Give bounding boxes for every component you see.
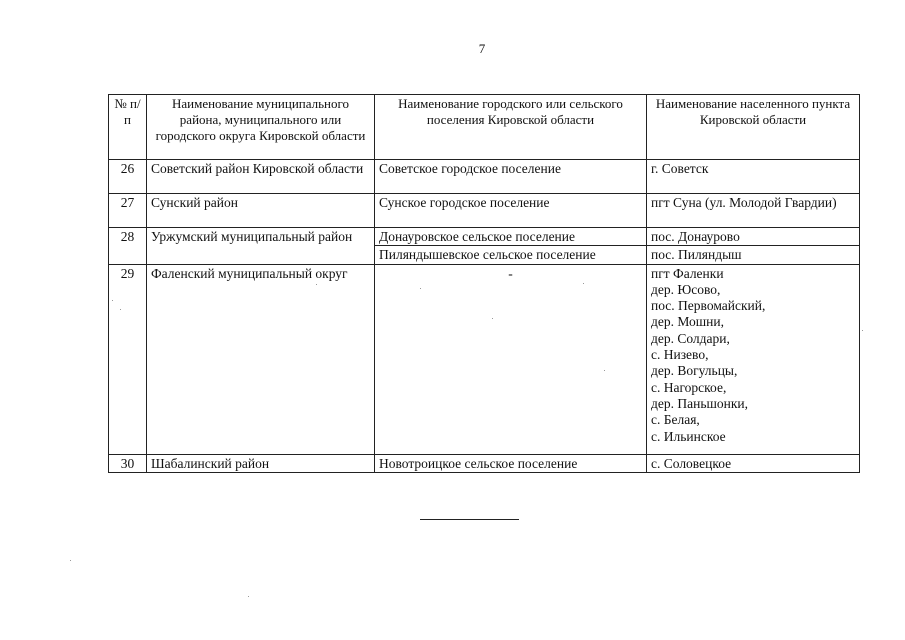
table-header-row bbox=[109, 95, 860, 160]
scan-speck bbox=[862, 330, 863, 331]
scan-speck bbox=[492, 318, 493, 319]
settlement-cell: Пиляндышевское сельское поселение bbox=[375, 246, 647, 264]
settlement-cell: - bbox=[375, 264, 647, 454]
header-locality: Наименование населенного пункта Кировской области bbox=[647, 95, 860, 160]
locality-cell bbox=[647, 264, 860, 454]
settlements-table bbox=[108, 94, 860, 473]
row-number: 26 bbox=[109, 160, 147, 194]
table-row bbox=[109, 228, 860, 246]
separator-line bbox=[420, 519, 519, 520]
locality-item: пос. Первомайский, bbox=[651, 298, 766, 314]
locality-item: дер. Мошни, bbox=[651, 314, 724, 330]
locality-cell: пос. Донаурово bbox=[647, 228, 860, 246]
locality-cell: пос. Пиляндыш bbox=[647, 246, 860, 264]
district-cell: Уржумский муниципальный район bbox=[147, 228, 375, 265]
table-row bbox=[109, 194, 860, 228]
district-cell: Советский район Кировской области bbox=[147, 160, 375, 194]
row-number: 27 bbox=[109, 194, 147, 228]
scan-speck bbox=[420, 288, 421, 289]
scan-speck bbox=[112, 300, 113, 301]
table-row bbox=[109, 454, 860, 472]
scan-speck bbox=[70, 560, 71, 561]
district-cell: Сунский район bbox=[147, 194, 375, 228]
scan-speck bbox=[316, 284, 317, 285]
locality-cell: г. Советск bbox=[647, 160, 860, 194]
row-number: 28 bbox=[109, 228, 147, 265]
settlement-cell: Сунское городское поселение bbox=[375, 194, 647, 228]
row-number: 30 bbox=[109, 454, 147, 472]
locality-item: дер. Паньшонки, bbox=[651, 395, 749, 411]
header-num: № п/п bbox=[109, 95, 147, 160]
locality-item: с. Ильинское bbox=[651, 428, 726, 444]
district-cell: Шабалинский район bbox=[147, 454, 375, 472]
scan-speck bbox=[583, 283, 584, 284]
locality-item: с. Белая, bbox=[651, 412, 700, 428]
locality-item: с. Нагорское, bbox=[651, 379, 727, 395]
row-number: 29 bbox=[109, 264, 147, 454]
settlement-cell: Новотроицкое сельское поселение bbox=[375, 454, 647, 472]
table-row bbox=[109, 160, 860, 194]
locality-item: дер. Юсово, bbox=[651, 281, 721, 297]
locality-item: дер. Солдари, bbox=[651, 330, 730, 346]
scan-speck bbox=[248, 596, 249, 597]
header-settlement: Наименование городского или сельского поселения Кировской области bbox=[375, 95, 647, 160]
scan-speck bbox=[120, 309, 121, 310]
table-row bbox=[109, 264, 860, 454]
district-cell: Фаленский муниципальный округ bbox=[147, 264, 375, 454]
header-district: Наименование муниципального района, муниципального или городского округа Кировской области bbox=[147, 95, 375, 160]
locality-item: с. Низево, bbox=[651, 347, 709, 363]
settlement-cell: Донауровское сельское поселение bbox=[375, 228, 647, 246]
scan-speck bbox=[604, 370, 605, 371]
locality-cell: пгт Суна (ул. Молодой Гвардии) bbox=[647, 194, 860, 228]
settlement-cell: Советское городское поселение bbox=[375, 160, 647, 194]
locality-item: дер. Вогульцы, bbox=[651, 363, 738, 379]
locality-cell: с. Соловецкое bbox=[647, 454, 860, 472]
page-number: 7 bbox=[478, 41, 486, 56]
locality-item: пгт Фаленки bbox=[651, 265, 724, 281]
